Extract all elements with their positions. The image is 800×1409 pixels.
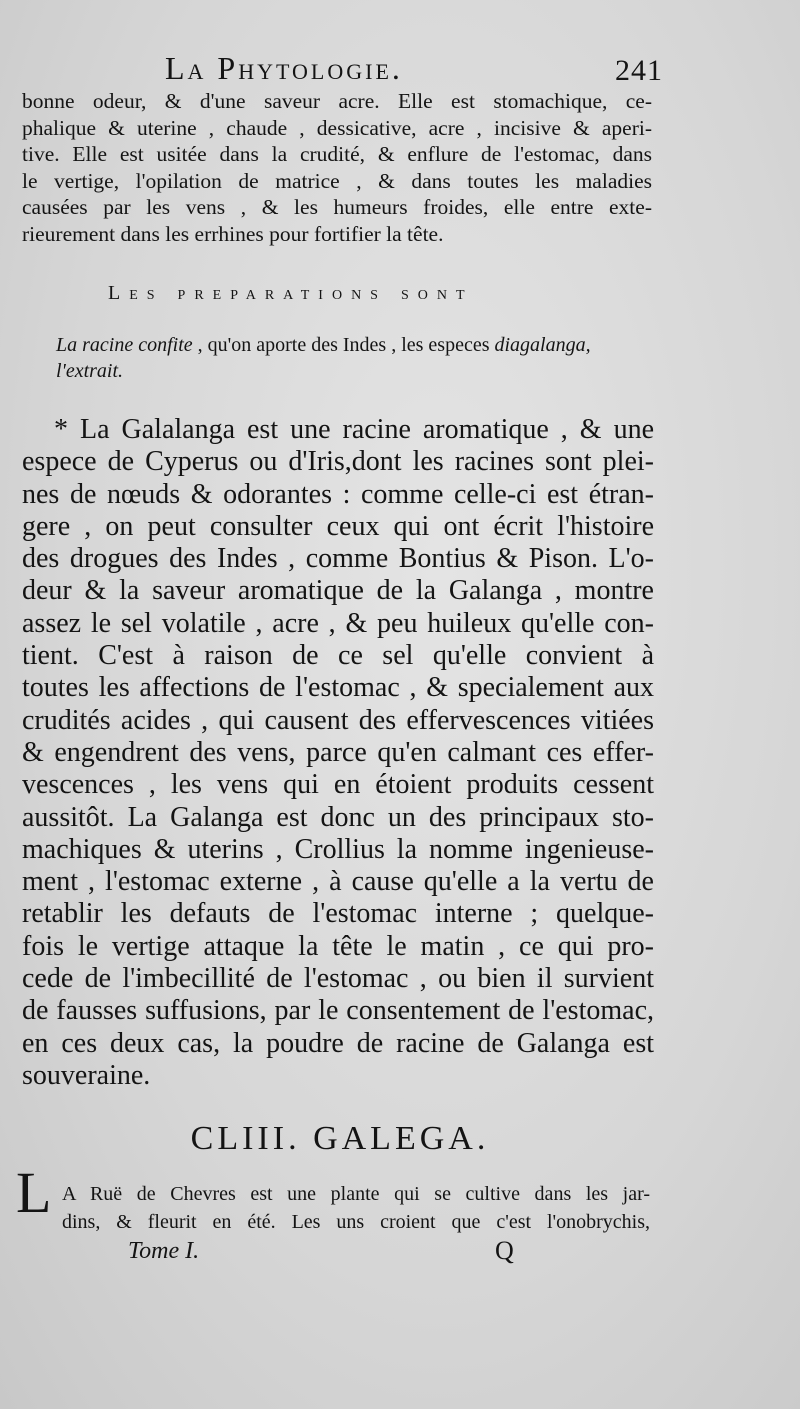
volume-label: Tome I. <box>128 1238 200 1264</box>
signature-mark: Q <box>495 1236 514 1265</box>
paragraph-galanga-properties <box>22 88 652 247</box>
text-line: gere , on peut consulter ceux qui ont écrit l'histoire <box>22 510 654 542</box>
preparations-heading: Les preparations sont <box>108 282 474 304</box>
text-line: * La Galalanga est une racine aromatique , & une <box>54 414 654 445</box>
text-line: rieurement dans les errhines pour fortifier la tête. <box>22 221 444 246</box>
text-line: en ces deux cas, la poudre de racine de Galanga est <box>22 1027 654 1059</box>
text-line: de fausses suffusions, par le consentement de l'estomac, <box>22 995 654 1027</box>
text-line: cede de l'imbecillité de l'estomac , ou bien il survient <box>22 963 654 995</box>
text-line: tive. Elle est usitée dans la crudité, & enflure de l'estomac, dans <box>22 142 652 166</box>
text-line: souveraine. <box>22 1059 151 1091</box>
text-line: dins, & fleurit en été. Les uns croient que c'est l'onobrychis, <box>62 1211 650 1233</box>
text-line: deur & la saveur aromatique de la Galanga , montre <box>22 575 654 607</box>
text-line: causées par les vens , & les humeurs froides, elle entre exte- <box>22 195 652 219</box>
preparation-text: , qu'on aporte des Indes , les especes <box>197 334 490 356</box>
text-line: des drogues des Indes , comme Bontius & Pison. L'o- <box>22 543 654 575</box>
text-line: le vertige, l'opilation de matrice , & dans toutes les maladies <box>22 168 652 193</box>
text-line: assez le sel volatile , acre , & peu huileux qu'elle con- <box>22 607 654 639</box>
text-line: phalique & uterine , chaude , dessicative, acre , incisive & aperi- <box>22 115 652 140</box>
text-line: toutes les affections de l'estomac , & specialement aux <box>22 672 654 704</box>
page-number: 241 <box>615 54 663 87</box>
preparation-item-italic: , l'extrait. <box>56 334 591 382</box>
text-line: fois le vertige attaque la tête le matin , ce qui pro- <box>22 930 654 962</box>
text-line: & engendrent des vens, parce qu'en calmant ces effer- <box>22 736 654 768</box>
text-line: crudités acides , qui causent des effervescences vitiées <box>22 704 654 736</box>
preparation-item-italic: diagalanga <box>494 334 586 356</box>
preparation-item-italic: La racine confite <box>56 334 193 356</box>
text-line: ment , l'estomac externe , à cause qu'elle a la vertu de <box>22 866 654 898</box>
text-line: A Ruë de Chevres est une plante qui se cultive dans les jar- <box>62 1183 650 1205</box>
text-line: machiques & uterins , Crollius la nomme ingenieuse- <box>22 833 654 865</box>
text-line: aussitôt. La Galanga est donc un des principaux sto- <box>22 801 654 833</box>
chapter-title: CLIII. GALEGA. <box>190 1120 490 1157</box>
text-line: retablir les defauts de l'estomac interne ; quelque- <box>22 898 654 930</box>
text-line: nes de nœuds & odorantes : comme celle-ci est étran- <box>22 478 654 510</box>
text-line: tient. C'est à raison de ce sel qu'elle convient à <box>22 640 654 672</box>
text-line: bonne odeur, & d'une saveur acre. Elle est stomachique, ce- <box>22 89 652 113</box>
text-line: espece de Cyperus ou d'Iris,dont les racines sont plei- <box>22 446 654 478</box>
preparations-text <box>56 332 656 384</box>
paragraph-galanga-commentary <box>22 414 654 1092</box>
page-header <box>0 48 800 92</box>
running-title: La Phytologie. <box>165 50 403 86</box>
text-line: vescences , les vens qui en étoient produits cessent <box>22 769 654 801</box>
drop-cap: L <box>16 1160 52 1225</box>
paragraph-galega <box>62 1180 650 1236</box>
